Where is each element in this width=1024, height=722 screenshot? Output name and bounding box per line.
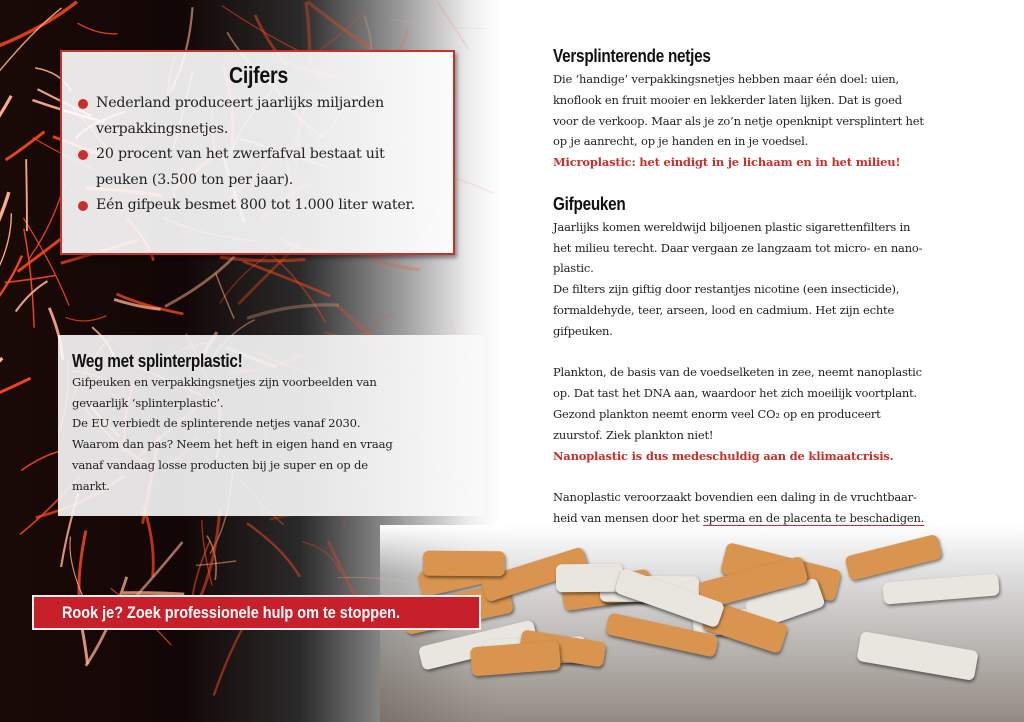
cigarette-butt — [423, 550, 506, 576]
text-line: op. Dat tast het DNA aan, waardoor het zich moeilijk voortplant. — [553, 386, 918, 401]
text-line: op je aanrecht, op je handen en in je voedsel. — [553, 134, 809, 149]
text-line: De EU verbiedt de splinterende netjes vanaf 2030. — [72, 416, 361, 431]
net-strand — [216, 273, 234, 318]
list-item: Eén gifpeuk besmet 800 tot 1.000 liter water. — [78, 193, 439, 219]
net-strand — [247, 305, 339, 319]
text-line: formaldehyde, teer, arseen, lood en cadmium. Het zijn echte — [553, 302, 895, 317]
text-line: gevaarlijk ‘splinterplastic’. — [72, 395, 224, 410]
net-strand — [308, 2, 370, 48]
text-line: plastic. — [553, 261, 594, 276]
net-strand — [247, 523, 300, 577]
net-strand — [0, 378, 30, 404]
net-strand — [78, 23, 118, 34]
splinterplastic-box — [58, 335, 485, 516]
net-strand — [243, 261, 330, 296]
text-line: Jaarlijks komen wereldwijd biljoenen plastic sigarettenfilters in — [553, 219, 911, 234]
text-line: voor de verkoop. Maar als je zo’n netje openknipt versplintert het — [553, 113, 924, 128]
text-line: het milieu terecht. Daar vergaan ze langzaam tot micro- en nano- — [553, 240, 923, 255]
text-line: Plankton, de basis van de voedselketen in zee, neemt nanoplastic — [553, 365, 922, 380]
net-strand — [0, 213, 11, 272]
cigarette-butt — [556, 564, 623, 593]
right-column — [553, 46, 993, 529]
text-line: heid van mensen door het sperma en de placenta te beschadigen. — [553, 510, 925, 525]
net-strand — [0, 358, 2, 410]
cigarette-butt — [856, 631, 979, 681]
net-strand — [21, 452, 58, 471]
underlined-text: sperma en de placenta te beschadigen. — [703, 510, 925, 525]
text-line: Nanoplastic veroorzaakt bovendien een daling in de vruchtbaar- — [553, 490, 917, 505]
net-strand — [6, 132, 45, 160]
list-item: 20 procent van het zwerfafval bestaat uit peuken (3.500 ton per jaar). — [78, 142, 439, 193]
text-line: De filters zijn giftig door restantjes nicotine (een insecticide), — [553, 282, 900, 297]
quit-smoking-banner: Rook je? Zoek professionele hulp om te stoppen. — [32, 595, 481, 630]
bullet-icon — [78, 150, 88, 160]
text-line: vanaf vandaag losse producten bij je super en op de — [72, 457, 368, 472]
net-strand — [18, 238, 63, 272]
bullet-icon — [78, 99, 88, 109]
netjes-highlight: Microplastic: het eindigt in je lichaam en in het milieu! — [553, 155, 901, 170]
gifpeuken-title: Gifpeuken — [553, 193, 626, 214]
cigarette-butt — [470, 640, 561, 676]
cijfers-title: Cijfers — [228, 62, 289, 88]
text-line: Gifpeuken en verpakkingsnetjes zijn voorbeelden van — [72, 375, 377, 389]
text-line: Gezond plankton neemt enorm veel CO₂ op en produceert — [553, 406, 881, 421]
text-line: Die ‘handige’ verpakkingsnetjes hebben maar één doel: uien, — [553, 72, 899, 86]
net-strand — [391, 19, 487, 28]
cigarette-butt — [882, 574, 999, 605]
net-strand — [165, 256, 235, 306]
text-line: markt. — [72, 478, 110, 493]
text-line: Waarom dan pas? Neem het heft in eigen hand en vraag — [72, 437, 393, 452]
splinterplastic-title: Weg met splinterplastic! — [72, 351, 243, 371]
text-line: zuurstof. Ziek plankton niet! — [553, 427, 714, 442]
net-strand — [271, 255, 325, 323]
net-strand — [0, 96, 11, 161]
net-strand — [437, 1, 469, 50]
plankton-highlight: Nanoplastic is dus medeschuldig aan de klimaatcrisis. — [553, 448, 894, 463]
net-strand — [0, 192, 9, 233]
net-strand — [65, 316, 106, 321]
net-strand — [0, 256, 22, 322]
list-item: Nederland produceert jaarlijks miljarden verpakkingsnetjes. — [78, 91, 439, 142]
cigarette-butt — [844, 534, 942, 582]
net-strand — [26, 159, 27, 231]
cijfers-box — [60, 50, 455, 255]
bullet-icon — [78, 201, 88, 211]
netjes-title: Versplinterende netjes — [553, 46, 711, 66]
text-line: knoflook en fruit mooier en lekkerder laten lijken. Dat is goed — [553, 92, 902, 107]
net-strand — [0, 2, 77, 50]
text-line: gifpeuken. — [553, 323, 613, 338]
